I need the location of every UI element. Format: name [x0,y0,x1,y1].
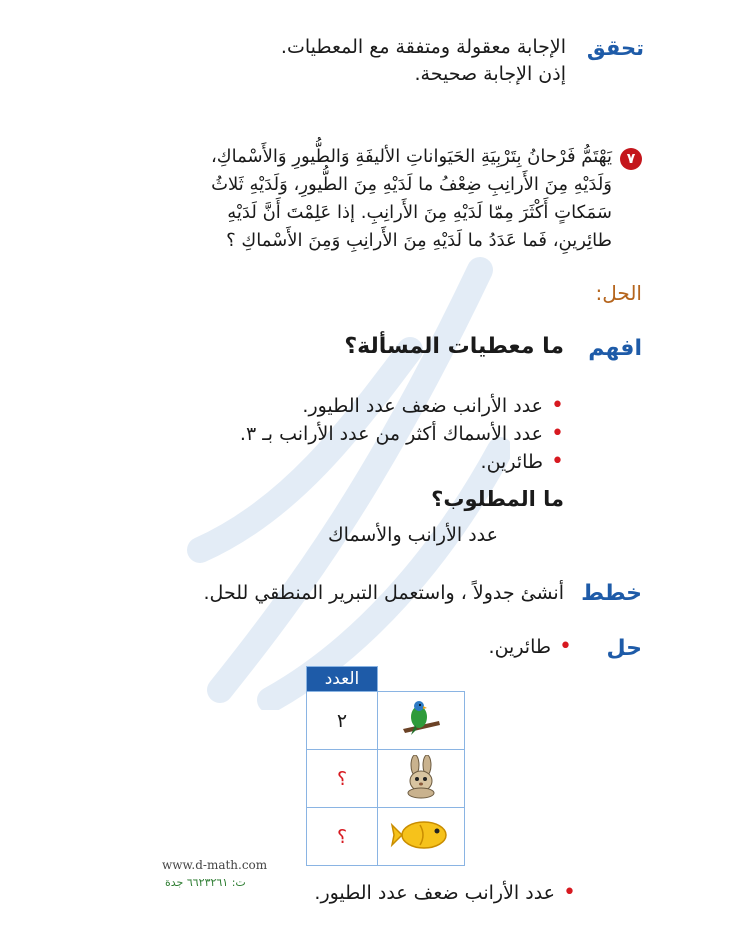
check-line-2: إذن الإجابة صحيحة. [414,63,566,85]
problem-line-2: وَلَدَيْهِ مِنَ الأَرانِبِ ضِعْفُ ما لَدَيْهِ مِنَ الطُّيورِ، وَلَدَيْهِ ثَلاثُ [211,174,612,195]
list-item [240,448,564,476]
table-row [307,808,465,866]
header-spacer [378,667,465,692]
plan-text: أنشئ جدولاً ، واستعمل التبرير المنطقي للحل. [203,582,564,604]
understand-label: افهم [588,336,642,361]
solve-label: حل [606,636,642,661]
problem-number: ٧ [626,151,636,167]
givens-list [240,392,564,476]
list-item [240,392,564,420]
bird-count: ٢ [307,692,378,750]
check-line-1: الإجابة معقولة ومتفقة مع المعطيات. [280,36,566,58]
bullet-dot: • [551,393,564,418]
problem-number-badge [620,148,642,170]
fish-icon [390,817,452,853]
table-row [307,750,465,808]
given-3: طائرين. [480,451,544,473]
solve-bullet [489,634,572,661]
bird-cell [378,692,465,750]
check-label: تحقق [586,36,644,60]
given-2: عدد الأسماك أكثر من عدد الأرانب بـ ٣. [239,423,544,445]
bullet-dot: • [563,880,576,905]
problem-line-4: طائِرينِ، فَما عَدَدُ ما لَدَيْهِ مِنَ الأَرانِبِ وَمِنَ الأَسْماكِ ؟ [226,230,612,251]
table-row [307,692,465,750]
solve-bullet-text: طائرين. [488,636,552,658]
bullet-dot: • [551,421,564,446]
required-text: عدد الأرانب والأسماك [327,524,498,546]
plan-label: خطط [581,581,642,606]
fish-cell [378,808,465,866]
required-heading: ما المطلوب؟ [431,487,564,511]
final-bullet-text: عدد الأرانب ضعف عدد الطيور. [314,882,556,904]
understand-heading: ما معطيات المسألة؟ [344,334,564,359]
list-item [240,420,564,448]
problem-line-3: سَمَكاتٍ أَكْثَرَ مِمّا لَدَيْهِ مِنَ الأَرانِبِ. إذا عَلِمْتَ أَنَّ لَدَيْهِ [227,202,612,223]
final-bullet [314,880,576,907]
given-1: عدد الأرانب ضعف عدد الطيور. [302,395,544,417]
table-header-count: العدد [307,667,378,692]
rabbit-icon [401,755,441,799]
bullet-dot: • [551,449,564,474]
rabbit-cell [378,750,465,808]
source-phone: ت: ٦٦٢٣٢٦١ جدة [165,876,246,889]
bird-icon [399,699,443,739]
source-site: www.d-math.com [162,858,268,872]
bullet-dot: • [559,634,572,659]
problem-line-1: يَهْتَمُّ فَرْحانُ بِتَرْبِيَةِ الحَيَواناتِ الأليفَةِ وَالطُّيورِ وَالأَسْماكِ، [210,146,612,167]
rabbit-count: ؟ [307,750,378,808]
fish-count: ؟ [307,808,378,866]
solution-label: الحل: [595,281,642,305]
count-table [306,666,465,866]
